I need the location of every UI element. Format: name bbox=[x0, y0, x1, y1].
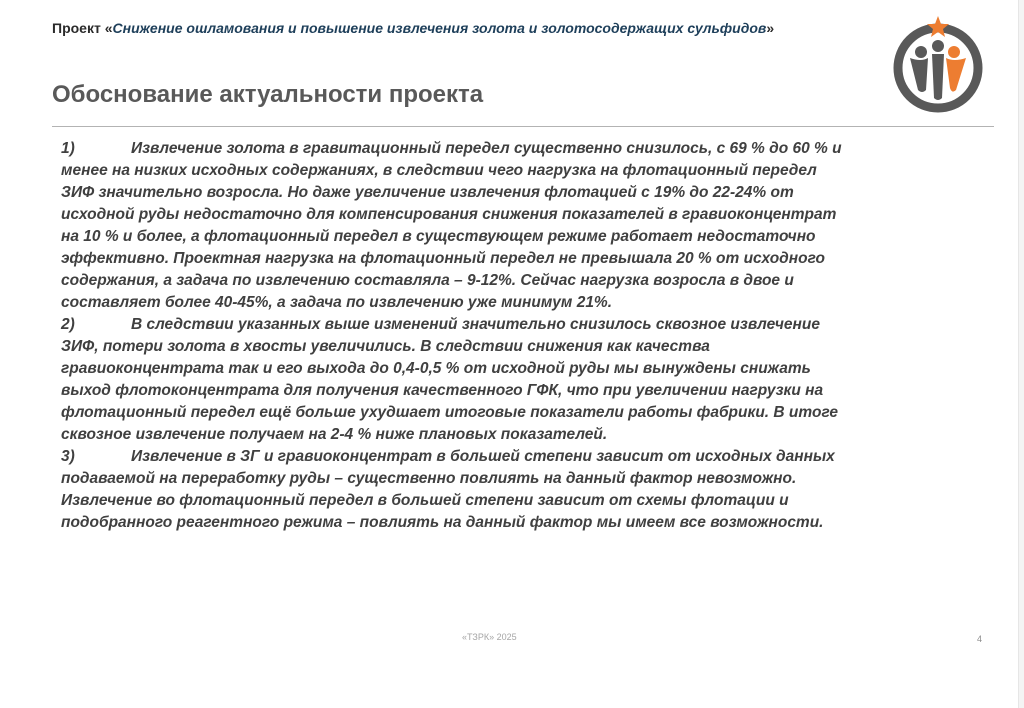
text-line: Извлечение во флотационный передел в большей степени зависит от схемы флотации и bbox=[61, 492, 789, 509]
text-line: выход флотоконцентрата для получения качественного ГФК, что при увеличении нагрузки на bbox=[61, 382, 824, 399]
list-item-number: 3) bbox=[61, 448, 75, 465]
company-logo-icon bbox=[888, 12, 988, 114]
body-text bbox=[61, 138, 991, 534]
text-line: на 10 % и более, а флотационный передел в существующем режиме работает недостаточно bbox=[61, 228, 816, 245]
page-number: 4 bbox=[977, 634, 983, 644]
list-item-number: 2) bbox=[61, 316, 75, 333]
text-line: подобранного реагентного режима – повлиять на данный фактор мы имеем все возможности. bbox=[61, 514, 824, 531]
list-item-1 bbox=[61, 138, 991, 314]
text-line: сквозное извлечение получаем на 2-4 % ниже плановых показателей. bbox=[61, 426, 608, 443]
page-title: Обоснование актуальности проекта bbox=[52, 81, 484, 108]
text-line: В следствии указанных выше изменений значительно снизилось сквозное извлечение bbox=[131, 316, 820, 333]
text-line: гравиоконцентрата так и его выхода до 0,4-0,5 % от исходной руды мы вынуждены снижать bbox=[61, 360, 811, 377]
text-line: ЗИФ значительно возросла. Но даже увеличение извлечения флотацией с 19% до 22-24% от bbox=[61, 184, 794, 201]
text-line: исходной руды недостаточно для компенсирования снижения показателей в гравиоконцентрат bbox=[61, 206, 837, 223]
slide-edge bbox=[1018, 0, 1024, 708]
text-line: составляет более 40-45%, а задача по извлечению уже минимум 21%. bbox=[61, 294, 613, 311]
text-line: эффективно. Проектная нагрузка на флотационный передел не превышала 20 % от исходного bbox=[61, 250, 825, 267]
text-line: Извлечение в ЗГ и гравиоконцентрат в большей степени зависит от исходных данных bbox=[131, 448, 835, 465]
project-header bbox=[52, 20, 774, 36]
text-line: ЗИФ, потери золота в хвосты увеличились. В следствии снижения как качества bbox=[61, 338, 710, 355]
project-suffix: » bbox=[766, 20, 775, 36]
text-line: флотационный передел ещё больше ухудшает итоговые показатели работы фабрики. В итоге bbox=[61, 404, 838, 421]
text-line: Извлечение золота в гравитационный передел существенно снизилось, с 69 % до 60 % и bbox=[131, 140, 842, 157]
project-title: Снижение ошламования и повышение извлечения золота и золотосодержащих сульфидов bbox=[112, 20, 767, 36]
title-divider bbox=[52, 126, 994, 127]
list-item-2 bbox=[61, 314, 991, 446]
text-line: подаваемой на переработку руды – существенно повлиять на данный фактор невозможно. bbox=[61, 470, 797, 487]
list-item-number: 1) bbox=[61, 140, 75, 157]
list-item-3 bbox=[61, 446, 991, 534]
project-prefix: Проект « bbox=[52, 20, 113, 36]
text-line: менее на низких исходных содержаниях, в следствии чего нагрузка на флотационный передел bbox=[61, 162, 817, 179]
footer-company: «ТЗРК» 2025 bbox=[462, 632, 517, 642]
text-line: содержания, а задача по извлечению составляла – 9-12%. Сейчас нагрузка возросла в двое и bbox=[61, 272, 794, 289]
